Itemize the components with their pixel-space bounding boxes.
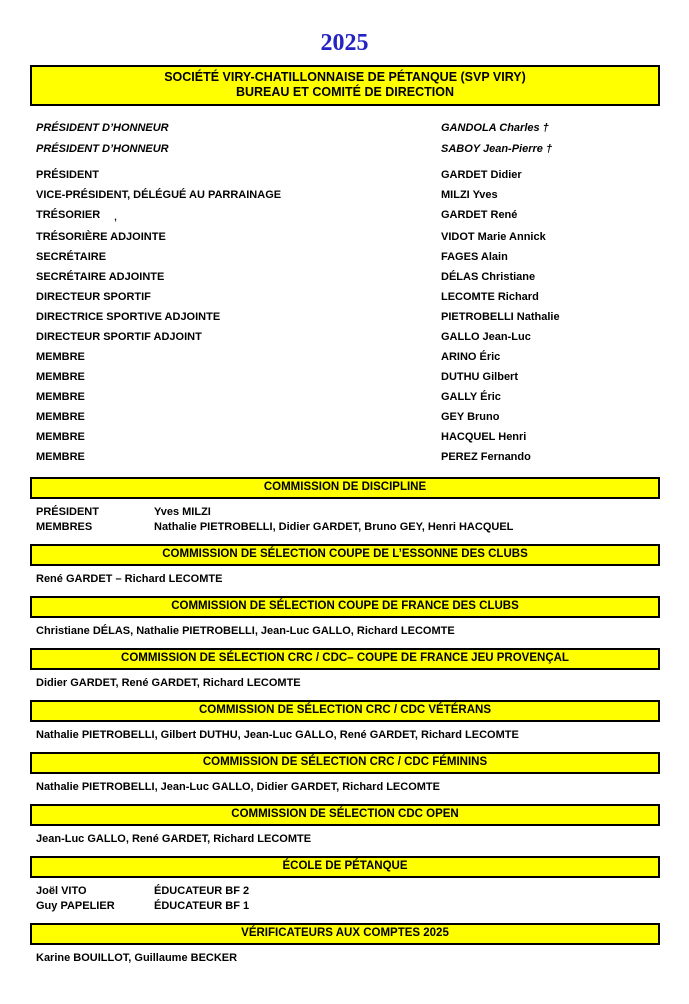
role-label: DIRECTEUR SPORTIF <box>36 291 151 303</box>
stray-comma: , <box>114 212 117 222</box>
section-banner-ecole <box>30 856 660 878</box>
role-label: TRÉSORIÈRE ADJOINTE <box>36 231 166 243</box>
board-row <box>0 427 689 447</box>
row-label: Guy PAPELIER <box>36 899 115 912</box>
board-row <box>0 287 689 307</box>
row-label: PRÉSIDENT <box>36 506 99 518</box>
role-label: MEMBRE <box>36 391 85 403</box>
section-row <box>36 884 659 899</box>
board-row <box>0 407 689 427</box>
board-main-rows <box>0 165 689 467</box>
section-banner-crc-cdc-feminins <box>30 752 660 774</box>
member-name: DÉLAS Christiane <box>441 271 536 283</box>
role-label: PRÉSIDENT <box>36 169 99 181</box>
role-label: MEMBRE <box>36 371 85 383</box>
section-title: COMMISSION DE SÉLECTION CRC / CDC FÉMININS <box>202 756 488 768</box>
section-members: Didier GARDET, René GARDET, Richard LECOMTE <box>36 677 301 689</box>
row-label: Joël VITO <box>36 885 87 897</box>
member-name: MILZI Yves <box>441 189 498 201</box>
section-title: COMMISSION DE SÉLECTION CRC / CDC VÉTÉRANS <box>199 704 491 716</box>
member-name: HACQUEL Henri <box>441 431 527 443</box>
section-banner-cdc-open <box>30 804 660 826</box>
document-page <box>0 30 689 1004</box>
banner-line1: SOCIÉTÉ VIRY-CHATILLONNAISE DE PÉTANQUE (SVP VIRY) <box>164 70 526 84</box>
section-title: COMMISSION DE DISCIPLINE <box>263 481 427 493</box>
role-label: MEMBRE <box>36 351 85 363</box>
role-label: DIRECTRICE SPORTIVE ADJOINTE <box>36 311 221 323</box>
member-name: GANDOLA Charles † <box>441 122 549 134</box>
board-row <box>0 347 689 367</box>
member-name: PEREZ Fernando <box>441 451 531 463</box>
board-row <box>0 227 689 247</box>
banner-line2: BUREAU ET COMITÉ DE DIRECTION <box>235 85 455 99</box>
board-row-honorary <box>0 139 689 160</box>
board-row <box>0 185 689 205</box>
section-title: VÉRIFICATEURS AUX COMPTES 2025 <box>241 927 449 939</box>
section-banner-coupe-essonne <box>30 544 660 566</box>
role-text: TRÉSORIER <box>36 209 101 221</box>
section-rows-discipline <box>36 505 659 534</box>
section-title: COMMISSION DE SÉLECTION COUPE DE L’ESSONNE DES CLUBS <box>162 548 528 560</box>
member-name: VIDOT Marie Annick <box>441 231 546 243</box>
section-title: ÉCOLE DE PÉTANQUE <box>282 860 408 872</box>
row-value: ÉDUCATEUR BF 2 <box>154 885 250 897</box>
role-label: SECRÉTAIRE ADJOINTE <box>36 271 165 283</box>
member-name: PIETROBELLI Nathalie <box>441 311 560 323</box>
board-row <box>0 367 689 387</box>
member-name: GARDET Didier <box>441 169 522 181</box>
section-members: Christiane DÉLAS, Nathalie PIETROBELLI, Jean-Luc GALLO, Richard LECOMTE <box>36 625 455 637</box>
role-label: MEMBRE <box>36 451 85 463</box>
section-title: COMMISSION DE SÉLECTION COUPE DE FRANCE DES CLUBS <box>171 600 519 612</box>
section-members: René GARDET – Richard LECOMTE <box>36 573 223 585</box>
board-row <box>0 267 689 287</box>
section-row <box>36 520 659 535</box>
board-row <box>0 387 689 407</box>
role-label: MEMBRE <box>36 431 85 443</box>
role-label: MEMBRE <box>36 411 85 423</box>
row-value: Yves MILZI <box>154 506 211 518</box>
main-header-banner <box>30 65 660 106</box>
section-title: COMMISSION DE SÉLECTION CRC / CDC– COUPE DE FRANCE JEU PROVENÇAL <box>121 652 569 664</box>
section-members: Jean-Luc GALLO, René GARDET, Richard LECOMTE <box>36 833 312 845</box>
section-row <box>36 505 659 520</box>
board-row <box>0 307 689 327</box>
board-row <box>0 447 689 467</box>
board-row <box>0 327 689 347</box>
member-name: GEY Bruno <box>441 411 500 423</box>
section-banner-verificateurs <box>30 923 660 945</box>
page-title: 2025 <box>320 30 369 56</box>
section-title: COMMISSION DE SÉLECTION CDC OPEN <box>231 808 459 820</box>
board-row <box>0 247 689 267</box>
row-label: MEMBRES <box>36 520 93 533</box>
role-label: VICE-PRÉSIDENT, DÉLÉGUÉ AU PARRAINAGE <box>36 189 282 201</box>
member-name: GARDET René <box>441 209 518 221</box>
member-name: LECOMTE Richard <box>441 291 539 303</box>
row-value: Nathalie PIETROBELLI, Didier GARDET, Bruno GEY, Henri HACQUEL <box>154 520 514 533</box>
section-members: Karine BOUILLOT, Guillaume BECKER <box>36 952 238 964</box>
board-list <box>0 118 689 467</box>
section-rows-ecole <box>36 884 659 913</box>
member-name: GALLO Jean-Luc <box>441 331 531 343</box>
member-name: FAGES Alain <box>441 251 508 263</box>
role-label: DIRECTEUR SPORTIF ADJOINT <box>36 331 202 343</box>
role-label: SECRÉTAIRE <box>36 251 107 263</box>
role-label <box>36 205 441 227</box>
member-name: GALLY Éric <box>441 391 501 403</box>
role-label: PRÉSIDENT D’HONNEUR <box>36 143 169 155</box>
section-banner-discipline <box>30 477 660 499</box>
member-name: ARINO Éric <box>441 351 501 363</box>
board-row <box>0 165 689 185</box>
section-banner-crc-cdc-provencal <box>30 648 660 670</box>
section-row <box>36 899 659 914</box>
role-label: PRÉSIDENT D’HONNEUR <box>36 122 169 134</box>
board-row <box>0 205 689 227</box>
member-name: DUTHU Gilbert <box>441 371 518 383</box>
section-members: Nathalie PIETROBELLI, Jean-Luc GALLO, Didier GARDET, Richard LECOMTE <box>36 781 440 793</box>
section-banner-coupe-france <box>30 596 660 618</box>
section-members: Nathalie PIETROBELLI, Gilbert DUTHU, Jean-Luc GALLO, René GARDET, Richard LECOMTE <box>36 729 519 741</box>
member-name: SABOY Jean-Pierre † <box>441 143 553 155</box>
board-row-honorary <box>0 118 689 139</box>
row-value: ÉDUCATEUR BF 1 <box>154 899 250 912</box>
section-banner-crc-cdc-veterans <box>30 700 660 722</box>
